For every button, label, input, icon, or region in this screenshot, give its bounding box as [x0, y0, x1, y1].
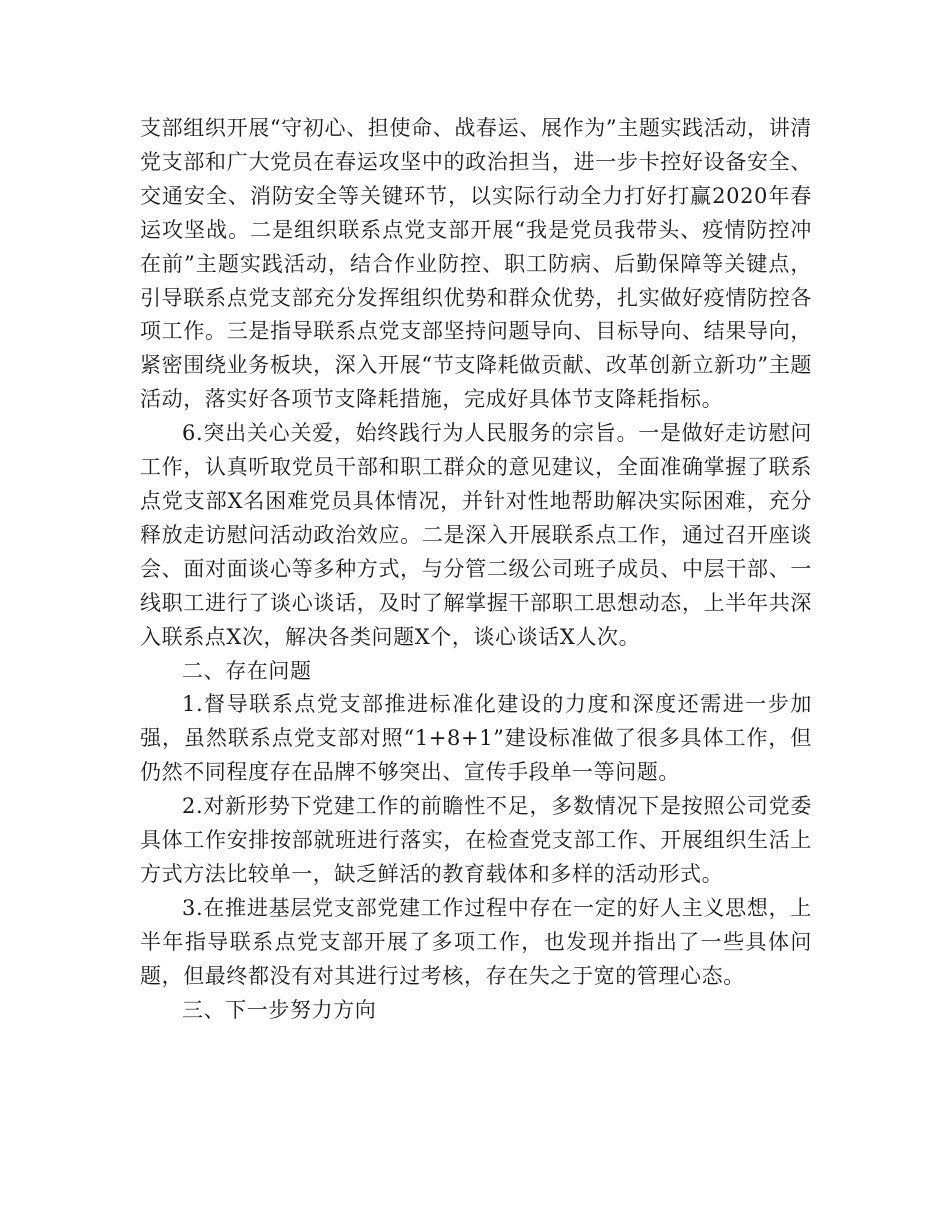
paragraph-problem-1: 1.督导联系点党支部推进标准化建设的力度和深度还需进一步加强，虽然联系点党支部对照“1+8+1”建设标准做了很多具体工作，但仍然不同程度存在品牌不够突出、宣传手段单一等问题。 [140, 692, 812, 785]
document-page [140, 112, 812, 1027]
section-heading-next-steps: 三、下一步努力方向 [182, 997, 377, 1022]
paragraph-problem-2: 2.对新形势下党建工作的前瞻性不足，多数情况下是按照公司党委具体工作安排按部就班进行落实，在检查党支部工作、开展组织生活上方式方法比较单一，缺乏鲜活的教育载体和多样的活动形式。 [140, 794, 812, 886]
paragraph-problem-3: 3.在推进基层党支部党建工作过程中存在一定的好人主义思想，上半年指导联系点党支部开展了多项工作，也发现并指出了一些具体问题，但最终都没有对其进行过考核，存在失之于宽的管理心态。 [140, 895, 812, 988]
paragraph-care-and-concern: 6.突出关心关爱，始终践行为人民服务的宗旨。一是做好走访慰问工作，认真听取党员干部和职工群众的意见建议，全面准确掌握了联系点党支部X名困难党员具体情况，并针对性地帮助解决实际困难，充分释放走访慰问活动政治效应。二是深入开展联系点工作，通过召开座谈会、面对面谈心等多种方式，与分管二级公司班子成员、中层干部、一线职工进行了谈心谈话，及时了解掌握干部职工思想动态，上半年共深入联系点X次，解决各类问题X个，谈心谈话X人次。 [140, 421, 812, 649]
section-heading-existing-problems: 二、存在问题 [182, 658, 312, 683]
paragraph-continuation-activities: 支部组织开展“守初心、担使命、战春运、展作为”主题实践活动，讲清党支部和广大党员在春运攻坚中的政治担当，进一步卡控好设备安全、交通安全、消防安全等关键环节，以实际行动全力打好打赢2020年春运攻坚战。二是组织联系点党支部开展“我是党员我带头、疫情防控冲在前”主题实践活动，结合作业防控、职工防病、后勤保障等关键点，引导联系点党支部充分发挥组织优势和群众优势，扎实做好疫情防控各项工作。三是指导联系点党支部坚持问题导向、目标导向、结果导向，紧密围绕业务板块，深入开展“节支降耗做贡献、改革创新立新功”主题活动，落实好各项节支降耗措施，完成好具体节支降耗指标。 [140, 116, 812, 412]
